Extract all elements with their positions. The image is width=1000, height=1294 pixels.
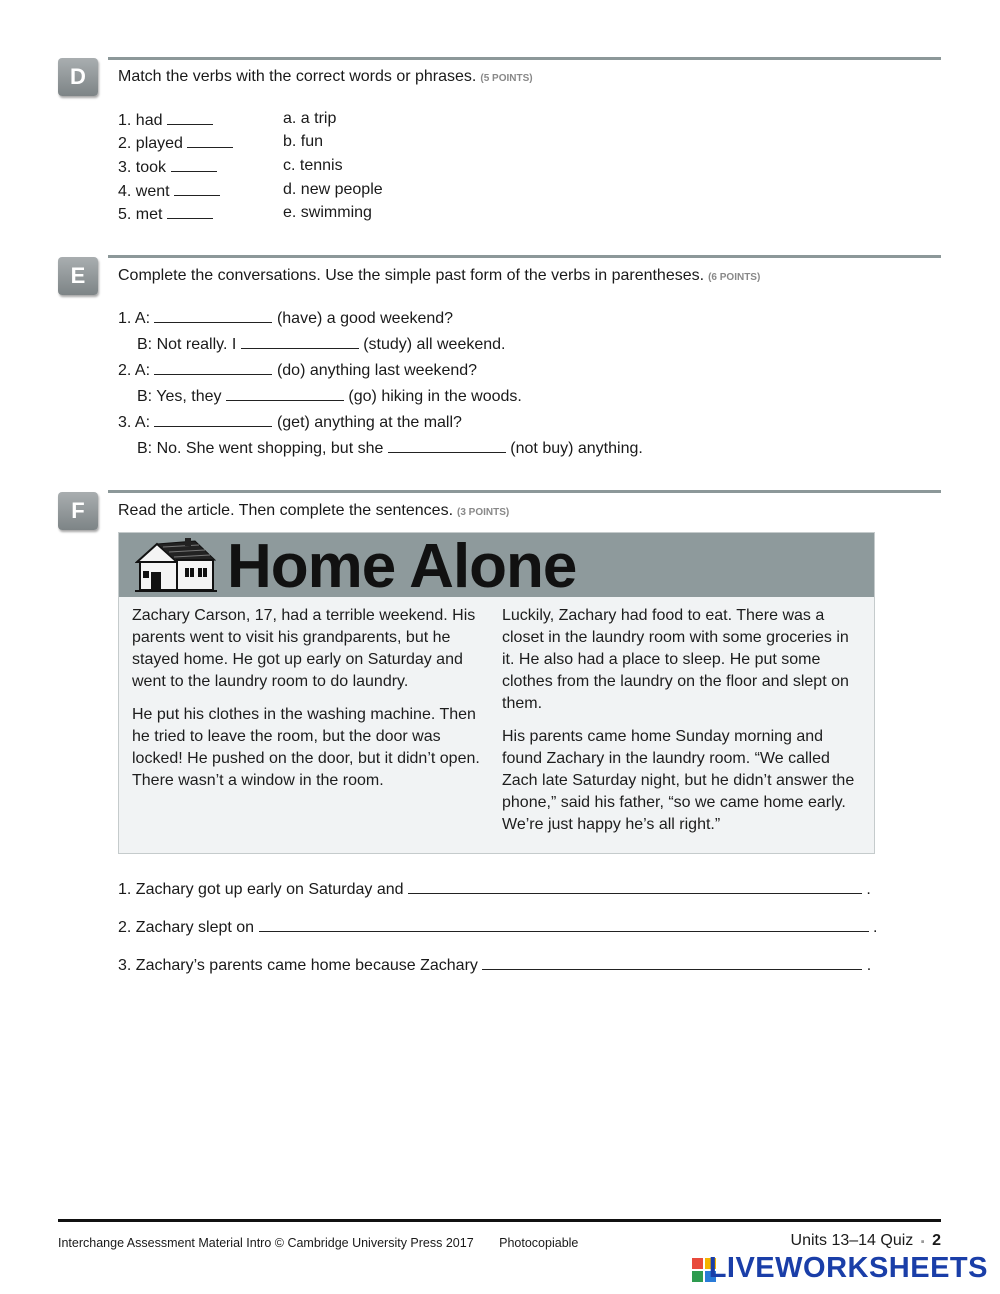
- option-letter: e.: [283, 204, 297, 221]
- line-prefix: B: No. She went shopping, but she: [137, 440, 384, 457]
- answer-blank[interactable]: [167, 110, 213, 125]
- match-option: [283, 133, 323, 151]
- page-number: 2: [932, 1232, 941, 1249]
- item-number: 3.: [118, 957, 132, 974]
- footer-rule: [58, 1219, 941, 1222]
- conversation-line: [118, 360, 477, 380]
- line-prefix: B: Yes, they: [137, 388, 222, 405]
- copyright-text: Interchange Assessment Material Intro © Cambridge University Press 2017: [58, 1236, 474, 1250]
- item-number: 1.: [118, 112, 132, 129]
- answer-blank[interactable]: [388, 438, 506, 453]
- item-number: 2.: [118, 362, 132, 379]
- section-f-badge: F: [58, 492, 98, 530]
- item-number: 2.: [118, 919, 132, 936]
- section-d-badge: D: [58, 58, 98, 96]
- answer-blank[interactable]: [187, 133, 233, 148]
- completion-sentence: [118, 879, 871, 899]
- item-text: took: [135, 159, 167, 176]
- conversation-line: [137, 438, 643, 458]
- conversation-line: [137, 386, 522, 406]
- option-letter: b.: [283, 133, 297, 150]
- option-text: a trip: [300, 110, 337, 127]
- match-option: [283, 157, 343, 175]
- quiz-label: Units 13–14 Quiz: [790, 1232, 914, 1249]
- separator-mark: ▪: [920, 1236, 925, 1248]
- line-suffix: (have) a good weekend?: [276, 310, 454, 327]
- answer-blank[interactable]: [482, 955, 862, 970]
- section-d-rule: [108, 57, 941, 60]
- conversation-line: [118, 412, 462, 432]
- sentence-period: .: [866, 957, 872, 974]
- sentence-text: Zachary slept on: [135, 919, 255, 936]
- answer-blank[interactable]: [408, 879, 862, 894]
- match-item: [118, 204, 213, 224]
- article-banner: [119, 532, 874, 601]
- line-suffix: (not buy) anything.: [510, 440, 643, 457]
- sentence-text: Zachary got up early on Saturday and: [135, 881, 404, 898]
- sentence-period: .: [872, 919, 878, 936]
- match-item: [118, 181, 220, 201]
- section-e-instruction: [118, 267, 760, 285]
- answer-blank[interactable]: [171, 157, 217, 172]
- line-prefix: A:: [134, 362, 151, 379]
- points-label: (5 POINTS): [480, 73, 533, 84]
- section-f-instruction: [118, 502, 509, 520]
- footer-copyright-block: [58, 1236, 578, 1250]
- section-e-rule: [108, 255, 941, 258]
- answer-blank[interactable]: [167, 204, 213, 219]
- points-label: (3 POINTS): [457, 507, 510, 518]
- match-option: [283, 181, 383, 199]
- article-column-left: [132, 605, 488, 803]
- footer-quiz-label: [791, 1232, 941, 1250]
- instruction-text: Read the article. Then complete the sentences.: [118, 502, 454, 519]
- answer-blank[interactable]: [241, 334, 359, 349]
- match-item: [118, 110, 213, 130]
- article-paragraph: His parents came home Sunday morning and found Zachary in the laundry room. “We called Zach late Saturday night, but he didn’t answer the phone,” said his father, “so we came home early. We’re just happy he’s all right.”: [502, 728, 855, 833]
- option-letter: a.: [283, 110, 297, 127]
- item-number: 3.: [118, 159, 132, 176]
- answer-blank[interactable]: [154, 360, 272, 375]
- match-option: [283, 110, 336, 128]
- house-icon: [135, 538, 217, 594]
- item-text: played: [135, 135, 183, 152]
- line-prefix: A:: [134, 310, 151, 327]
- section-f-rule: [108, 490, 941, 493]
- answer-blank[interactable]: [154, 412, 272, 427]
- answer-blank[interactable]: [174, 181, 220, 196]
- answer-blank[interactable]: [154, 308, 272, 323]
- photocopiable-text: Photocopiable: [499, 1236, 579, 1250]
- match-option: [283, 204, 372, 222]
- match-item: [118, 157, 217, 177]
- line-suffix: (do) anything last weekend?: [276, 362, 478, 379]
- answer-blank[interactable]: [259, 917, 869, 932]
- item-text: had: [135, 112, 163, 129]
- option-text: fun: [300, 133, 324, 150]
- item-number: 3.: [118, 414, 132, 431]
- section-e-badge: E: [58, 257, 98, 295]
- line-prefix: A:: [134, 414, 151, 431]
- line-suffix: (get) anything at the mall?: [276, 414, 462, 431]
- sentence-text: Zachary’s parents came home because Zachary: [135, 957, 478, 974]
- article-paragraph: Luckily, Zachary had food to eat. There was a closet in the laundry room with some groceries in it. He also had a place to sleep. He put some clothes from the laundry on the floor and slept on them.: [502, 607, 849, 712]
- item-number: 1.: [118, 310, 132, 327]
- points-label: (6 POINTS): [708, 272, 761, 283]
- match-item: [118, 133, 233, 153]
- option-letter: d.: [283, 181, 297, 198]
- instruction-text: Complete the conversations. Use the simple past form of the verbs in parentheses.: [118, 267, 705, 284]
- item-number: 5.: [118, 206, 132, 223]
- item-number: 2.: [118, 135, 132, 152]
- option-text: new people: [300, 181, 383, 198]
- item-text: met: [135, 206, 163, 223]
- line-suffix: (study) all weekend.: [363, 336, 506, 353]
- completion-sentence: [118, 955, 871, 975]
- completion-sentence: [118, 917, 877, 937]
- article-column-right: [502, 605, 864, 847]
- conversation-line: [118, 308, 453, 328]
- conversation-line: [137, 334, 506, 354]
- item-text: went: [135, 183, 170, 200]
- line-suffix: (go) hiking in the woods.: [348, 388, 522, 405]
- article-title: Home Alone: [227, 532, 577, 601]
- answer-blank[interactable]: [226, 386, 344, 401]
- article-box: [118, 532, 875, 854]
- item-number: 4.: [118, 183, 132, 200]
- sentence-period: .: [866, 881, 871, 898]
- option-text: swimming: [300, 204, 372, 221]
- option-letter: c.: [283, 157, 296, 174]
- item-number: 1.: [118, 881, 132, 898]
- liveworksheets-brand[interactable]: LIVEWORKSHEETS: [708, 1252, 988, 1284]
- option-text: tennis: [299, 157, 343, 174]
- section-d-instruction: [118, 68, 533, 86]
- line-prefix: B: Not really. I: [137, 336, 237, 353]
- instruction-text: Match the verbs with the correct words or phrases.: [118, 68, 477, 85]
- article-paragraph: Zachary Carson, 17, had a terrible weekend. His parents went to visit his grandparents, but he stayed home. He got up early on Saturday and went to the laundry room to do laundry.: [132, 607, 476, 690]
- article-paragraph: He put his clothes in the washing machine. Then he tried to leave the room, but the door was locked! He pushed on the door, but it didn’t open. There wasn’t a window in the room.: [132, 706, 480, 789]
